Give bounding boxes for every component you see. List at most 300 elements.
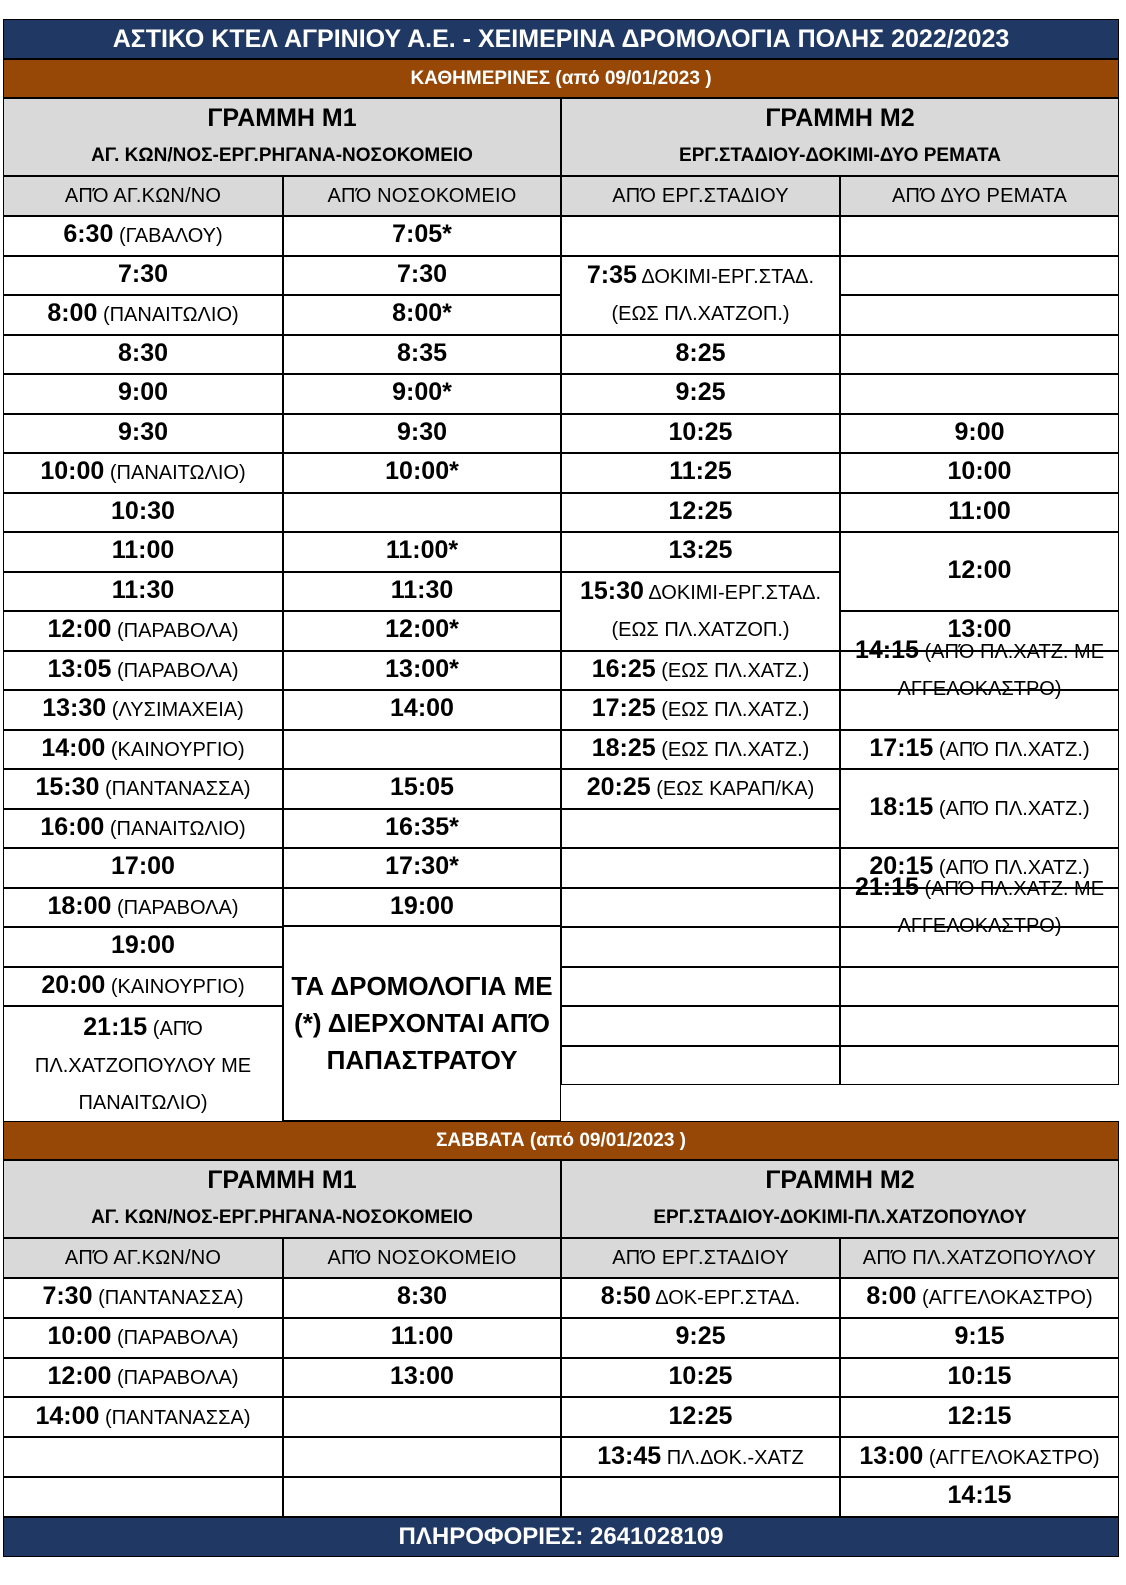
departure (112, 335, 174, 374)
weekday-cell (840, 1046, 1119, 1086)
departure-note: (ΓΑΒΑΛΟΥ) (118, 225, 223, 248)
weekday-cell (3, 374, 283, 414)
departure-note: (ΠΑΡΑΒΟΛΑ) (116, 1367, 239, 1389)
weekday-cell (840, 374, 1119, 414)
weekday-cell (561, 453, 840, 493)
saturday-cell (561, 1318, 840, 1358)
departure-time: 13:00 (859, 1441, 924, 1470)
column-header: ΑΠΌ ΑΓ.ΚΩΝ/ΝΟ (3, 1238, 283, 1278)
departure-note: (ΠΑΡΑΒΟΛΑ) (116, 1327, 239, 1350)
weekday-cell (840, 873, 1119, 938)
weekday-cell (283, 374, 561, 414)
departure-time: 10:00 (947, 457, 1012, 486)
departure (36, 690, 250, 729)
weekday-cell (3, 256, 283, 296)
departure-time: 13:45 (597, 1441, 662, 1470)
saturday-cell (561, 1278, 840, 1318)
departure-time: 13:25 (668, 536, 733, 565)
departure-time: 11:25 (669, 457, 732, 486)
departure-note: (ΕΩΣ ΠΛ.ΧΑΤΖ.) (661, 659, 810, 682)
departure-note: (ΕΩΣ ΠΛ.ΧΑΤΖ.) (661, 699, 810, 722)
departure-time: 17:15 (869, 733, 934, 762)
weekday-cell (561, 335, 840, 375)
weekday-cell (3, 769, 283, 809)
weekday-cell (3, 888, 283, 928)
departure (106, 572, 181, 611)
departure-time: 12:00 (947, 556, 1012, 584)
departure-time: 13:00 (390, 1362, 454, 1390)
departure-note: ΔΟΚ-ΕΡΓ.ΣΤΑΔ. (655, 1287, 801, 1310)
weekday-cell (283, 809, 561, 849)
departure-time: 11:00 (948, 496, 1011, 525)
departure-note: (ΑΓΓΕΛΟΚΑΣΤΡΟ) (928, 1446, 1100, 1469)
departure-note: (ΠΑΡΑΒΟΛΑ) (116, 620, 239, 643)
saturday-m2-header (561, 1160, 1119, 1238)
departure (384, 769, 460, 808)
departure (942, 552, 1018, 591)
departure-time: 16:25 (591, 654, 656, 683)
departure-time: 7:30 (42, 1282, 93, 1311)
weekday-cell (561, 1046, 840, 1086)
line-name: ΓΡΑΜΜΗ Μ1 (207, 104, 357, 132)
departure-time: 7:05* (392, 220, 452, 249)
departure (942, 493, 1017, 532)
saturday-cell (561, 1397, 840, 1437)
departure (581, 769, 821, 808)
departure (34, 809, 251, 848)
weekday-cell (3, 927, 283, 967)
departure (863, 730, 1095, 769)
weekday-cell (561, 809, 840, 849)
departure-time: 10:15 (947, 1362, 1012, 1390)
saturday-cell (283, 1477, 561, 1517)
departure-time: 14:00 (41, 733, 106, 762)
departure (34, 453, 251, 492)
departure (41, 611, 244, 650)
departure-note: (ΑΓΓΕΛΟΚΑΣΤΡΟ) (921, 1287, 1093, 1310)
page-title: ΑΣΤΙΚΟ ΚΤΕΛ ΑΓΡΙΝΙΟΥ Α.Ε. - ΧΕΙΜΕΡΙΝΑ ΔΡΟΜΟΛΟΓΙΑ ΠΟΛΗΣ 2022/2023 (3, 19, 1119, 59)
departure-note: (ΠΑΝΤΑΝΑΣΣΑ) (105, 778, 251, 801)
saturday-cell (840, 1278, 1119, 1318)
departure (663, 1358, 739, 1397)
weekday-cell (561, 256, 840, 335)
departure (105, 927, 181, 966)
departure (562, 257, 839, 333)
departure-time: 11:00 (390, 1322, 454, 1351)
column-header: ΑΠΌ ΝΟΣΟΚΟΜΕΙΟ (283, 176, 561, 216)
departure (30, 769, 257, 808)
departure-note: (ΕΩΣ ΚΑΡΑΠ/ΚΑ) (656, 778, 815, 801)
departure-time: 12:25 (668, 496, 733, 525)
departure (112, 414, 174, 453)
weekday-cell (3, 216, 283, 256)
departure-time: 20:00 (41, 970, 106, 999)
departure (948, 414, 1010, 453)
departure-time: 13:30 (42, 694, 107, 723)
departure (586, 651, 816, 690)
departure (30, 1398, 257, 1437)
departure (663, 532, 739, 571)
weekday-cell (840, 927, 1119, 967)
weekday-cell (3, 651, 283, 691)
departure (385, 572, 460, 611)
weekday-cell (561, 967, 840, 1007)
saturday-cell (283, 1437, 561, 1477)
departure (853, 1438, 1105, 1477)
departure-time: 9:30 (396, 417, 448, 446)
weekday-cell (3, 967, 283, 1007)
weekday-cell (561, 1006, 840, 1046)
departure (384, 690, 460, 729)
saturday-cell (561, 1437, 840, 1477)
info-footer: ΠΛΗΡΟΦΟΡΙΕΣ: 2641028109 (3, 1517, 1119, 1557)
departure (379, 651, 465, 690)
departure-time: 18:00 (47, 891, 112, 920)
departure (41, 295, 244, 334)
departure-note: (ΠΑΡΑΒΟΛΑ) (116, 896, 239, 919)
weekday-cell (283, 216, 561, 256)
saturday-cell (3, 1278, 283, 1318)
weekday-cell (840, 1006, 1119, 1046)
departure (384, 1358, 460, 1397)
weekday-cell (283, 493, 561, 533)
departure (942, 1398, 1018, 1437)
departure (942, 1477, 1018, 1516)
weekday-banner: ΚΑΘΗΜΕΡΙΝΕΣ (από 09/01/2023 ) (3, 59, 1119, 98)
weekday-cell (3, 848, 283, 888)
weekday-cell (840, 295, 1119, 335)
departure-time: 7:35 (586, 261, 637, 289)
weekday-cell (840, 532, 1119, 611)
departure (112, 374, 174, 413)
departure-note: (ΠΑΝΤΑΝΑΣΣΑ) (105, 1406, 251, 1429)
departure-time: 8:35 (396, 338, 448, 367)
saturday-cell (3, 1477, 283, 1517)
weekday-cell (283, 690, 561, 730)
weekday-cell (283, 414, 561, 454)
departure-time: 12:00 (47, 1362, 112, 1390)
departure-note: (ΑΠΌ ΠΛ.ΧΑΤΖ.) (938, 857, 1090, 880)
line-route: ΕΡΓ.ΣΤΑΔΙΟΥ-ΔΟΚΙΜΙ-ΔΥΟ ΡΕΜΑΤΑ (679, 145, 1001, 166)
column-header: ΑΠΌ ΝΟΣΟΚΟΜΕΙΟ (283, 1238, 561, 1278)
departure-time: 16:00 (40, 812, 105, 841)
departure (35, 967, 250, 1006)
departure-time: 8:00 (866, 1282, 917, 1311)
weekday-cell (283, 335, 561, 375)
weekday-cell (840, 690, 1119, 730)
departure (663, 493, 739, 532)
weekday-cell (283, 611, 561, 651)
weekday-cell (561, 216, 840, 256)
departure (105, 493, 181, 532)
departure-time: 13:00* (385, 654, 459, 683)
weekday-cell (3, 730, 283, 770)
departure-note: (ΕΩΣ ΠΛ.ΧΑΤΖ.) (661, 738, 810, 761)
departure-time: 9:30 (117, 417, 169, 446)
departure-note: (ΑΠΌ ΠΛ.ΧΑΤΖΟΠΟΥΛΟΥ ΜΕ ΠΑΝΑΙΤΩΛΙΟ) (34, 1017, 252, 1114)
weekday-cell (3, 809, 283, 849)
line-route: ΑΓ. ΚΩΝ/ΝΟΣ-ΕΡΓ.ΡΗΓΑΝΑ-ΝΟΣΟΚΟΜΕΙΟ (91, 1207, 473, 1228)
departure-note: (ΑΠΌ ΠΛ.ΧΑΤΖ. ΜΕ ΑΓΓΕΛΟΚΑΣΤΡΟ) (897, 878, 1105, 938)
weekday-cell (561, 690, 840, 730)
weekday-cell (3, 335, 283, 375)
departure-time: 10:25 (668, 1362, 733, 1390)
departure (391, 256, 453, 295)
departure (391, 414, 453, 453)
line-name: ΓΡΑΜΜΗ Μ2 (765, 1166, 915, 1194)
departure-time: 15:30 (35, 773, 100, 802)
weekday-cell (561, 888, 840, 928)
column-header: ΑΠΌ ΑΓ.ΚΩΝ/ΝΟ (3, 176, 283, 216)
weekday-cell (840, 493, 1119, 533)
departure-time: 13:00 (947, 615, 1012, 644)
saturday-cell (840, 1397, 1119, 1437)
saturday-cell (840, 1318, 1119, 1358)
departure-note: (ΛΥΣΙΜΑΧΕΙΑ) (111, 699, 244, 722)
departure (57, 216, 228, 255)
departure-time: 7:30 (117, 259, 169, 288)
departure-time: 16:35* (385, 812, 459, 841)
departure (384, 888, 460, 927)
departure (391, 335, 453, 374)
saturday-cell (3, 1318, 283, 1358)
weekday-cell (3, 611, 283, 651)
departure-time: 21:15 (83, 1012, 148, 1041)
departure (586, 690, 816, 729)
departure (948, 1318, 1010, 1357)
departure (562, 573, 839, 649)
departure-note: (ΚΑΙΝΟΥΡΓΙΟ) (110, 975, 245, 998)
departure-time: 20:15 (869, 852, 934, 881)
weekday-cell (3, 1006, 283, 1125)
departure-note: (ΑΠΌ ΠΛ.ΧΑΤΖ. ΜΕ ΑΓΓΕΛΟΚΑΣΤΡΟ) (897, 641, 1105, 701)
saturday-cell (561, 1477, 840, 1517)
weekday-cell (561, 374, 840, 414)
departure (379, 809, 465, 848)
departure-note: ΔΟΚΙΜΙ-ΕΡΓ.ΣΤΑΔ. (ΕΩΣ ΠΛ.ΧΑΤΖΟΠ.) (611, 266, 815, 325)
weekday-cell (561, 651, 840, 691)
weekday-cell (561, 493, 840, 533)
column-header: ΑΠΌ ΕΡΓ.ΣΤΑΔΙΟΥ (561, 176, 840, 216)
weekday-cell (3, 295, 283, 335)
departure-time: 12:25 (668, 1401, 733, 1430)
departure-time: 8:00* (392, 299, 452, 328)
departure-time: 10:00 (47, 1322, 112, 1351)
departure-note: (ΚΑΙΝΟΥΡΓΙΟ) (110, 738, 245, 761)
departure-note: (ΑΠΌ ΠΛ.ΧΑΤΖ.) (938, 798, 1090, 820)
departure (41, 1318, 244, 1357)
weekday-cell (561, 927, 840, 967)
column-header: ΑΠΌ ΔΥΟ ΡΕΜΑΤΑ (840, 176, 1119, 216)
departure (36, 1278, 249, 1317)
weekday-cell (840, 216, 1119, 256)
weekday-cell (561, 532, 840, 572)
weekday-cell (283, 532, 561, 572)
weekday-cell (840, 967, 1119, 1007)
departure-time: 12:15 (947, 1401, 1012, 1430)
departure-time: 9:25 (675, 1322, 726, 1351)
weekday-cell (561, 848, 840, 888)
line-route: ΑΓ. ΚΩΝ/ΝΟΣ-ΕΡΓ.ΡΗΓΑΝΑ-ΝΟΣΟΚΟΜΕΙΟ (91, 145, 473, 166)
departure (379, 611, 465, 650)
departure (591, 1438, 810, 1477)
weekday-cell (3, 453, 283, 493)
departure (663, 1398, 739, 1437)
departure-time: 9:15 (954, 1322, 1005, 1351)
departure (595, 1278, 806, 1317)
departure-time: 17:00 (111, 852, 175, 881)
departure-time: 14:15 (854, 636, 919, 665)
weekday-cell (283, 572, 561, 612)
departure-time: 19:00 (111, 931, 175, 960)
departure (669, 335, 731, 374)
saturday-cell (283, 1397, 561, 1437)
weekday-cell (3, 414, 283, 454)
weekday-cell (283, 848, 561, 888)
departure-note: (ΠΑΝΑΙΤΩΛΙΟ) (109, 817, 246, 840)
departure (386, 295, 458, 334)
weekday-cell (3, 572, 283, 612)
weekday-cell (561, 414, 840, 454)
departure-note: (ΠΑΝΑΙΤΩΛΙΟ) (109, 462, 246, 485)
departure-time: 8:25 (675, 338, 726, 367)
departure-time: 9:25 (675, 378, 726, 407)
weekday-cell (840, 256, 1119, 296)
saturday-cell (840, 1477, 1119, 1517)
departure-time: 14:15 (947, 1481, 1012, 1510)
departure (386, 374, 458, 413)
departure (391, 1278, 453, 1317)
departure-note: (ΠΑΝΤΑΝΑΣΣΑ) (98, 1287, 244, 1310)
weekday-cell (283, 730, 561, 770)
departure (586, 730, 816, 769)
departure-time: 6:30 (63, 220, 114, 249)
departure (663, 453, 738, 492)
saturday-cell (283, 1358, 561, 1398)
departure (669, 374, 731, 413)
departure-note: ΠΛ.ΔΟΚ.-ΧΑΤΖ (666, 1446, 804, 1469)
weekday-cell (561, 730, 840, 770)
departure-time: 9:00* (392, 378, 452, 407)
departure-time: 11:30 (111, 575, 175, 604)
weekday-cell (283, 651, 561, 691)
departure (41, 1358, 244, 1397)
weekday-cell (840, 335, 1119, 375)
weekday-cell (840, 730, 1119, 770)
departure-time: 18:25 (591, 733, 656, 762)
column-header: ΑΠΌ ΠΛ.ΧΑΤΖΟΠΟΥΛΟΥ (840, 1238, 1119, 1278)
footnote-papastratou: ΤΑ ΔΡΟΜΟΛΟΓΙΑ ΜΕ (*) ΔΙΕΡΧΟΝΤΑΙ ΑΠΌ ΠΑΠΑΣΤΡΑΤΟΥ (283, 925, 561, 1121)
weekday-cell (283, 769, 561, 809)
departure-time: 18:15 (869, 793, 934, 821)
saturday-m1-header (3, 1160, 561, 1238)
departure (41, 888, 244, 927)
departure-time: 8:50 (600, 1282, 651, 1311)
line-route: ΕΡΓ.ΣΤΑΔΙΟΥ-ΔΟΚΙΜΙ-ΠΛ.ΧΑΤΖΟΠΟΥΛΟΥ (653, 1207, 1027, 1228)
departure (380, 532, 464, 571)
departure-time: 12:00 (47, 615, 112, 644)
departure-time: 10:00 (40, 457, 105, 486)
line-name: ΓΡΑΜΜΗ Μ2 (765, 104, 915, 132)
saturday-cell (3, 1358, 283, 1398)
departure (41, 651, 244, 690)
saturday-cell (283, 1318, 561, 1358)
departure (385, 1318, 460, 1357)
weekday-cell (283, 888, 561, 928)
departure-time: 15:05 (390, 773, 454, 802)
departure-note: (ΠΑΡΑΒΟΛΑ) (116, 659, 239, 682)
saturday-cell (3, 1397, 283, 1437)
weekday-m2-header (561, 98, 1119, 176)
weekday-cell (3, 690, 283, 730)
departure (105, 848, 181, 887)
departure (942, 1358, 1018, 1397)
departure-time: 10:30 (111, 496, 175, 525)
saturday-cell (3, 1437, 283, 1477)
weekday-m1-header (3, 98, 561, 176)
departure (863, 789, 1095, 828)
weekday-cell (840, 414, 1119, 454)
weekday-cell (561, 769, 840, 809)
weekday-cell (840, 636, 1119, 701)
departure-time: 13:05 (47, 654, 112, 683)
saturday-cell (840, 1437, 1119, 1477)
departure-time: 9:00 (117, 378, 169, 407)
departure-time: 7:30 (396, 259, 448, 288)
departure-time: 17:25 (591, 694, 656, 723)
departure (386, 216, 458, 255)
departure-time: 14:00 (390, 694, 454, 723)
departure (860, 1278, 1098, 1317)
saturday-banner: ΣΑΒΒΑΤΑ (από 09/01/2023 ) (3, 1121, 1119, 1160)
departure-time: 8:00 (47, 299, 98, 328)
departure (106, 532, 181, 571)
weekday-cell (283, 453, 561, 493)
departure (942, 453, 1018, 492)
departure-note: (ΠΑΝΑΙΤΩΛΙΟ) (102, 304, 239, 327)
departure-time: 11:00 (111, 536, 175, 565)
weekday-cell (3, 493, 283, 533)
saturday-cell (840, 1358, 1119, 1398)
departure-note: (ΑΠΌ ΠΛ.ΧΑΤΖ.) (938, 738, 1090, 761)
departure (379, 453, 465, 492)
departure-time: 8:30 (396, 1282, 448, 1311)
departure-time: 21:15 (854, 873, 919, 902)
departure (379, 848, 465, 887)
weekday-cell (283, 256, 561, 296)
weekday-cell (561, 572, 840, 651)
departure-time: 17:30* (385, 852, 459, 881)
departure-note: ΔΟΚΙΜΙ-ΕΡΓ.ΣΤΑΔ. (ΕΩΣ ΠΛ.ΧΑΤΖΟΠ.) (611, 582, 822, 641)
departure-time: 20:25 (586, 773, 651, 802)
saturday-cell (283, 1278, 561, 1318)
departure-time: 11:00* (385, 536, 459, 565)
departure (4, 1009, 282, 1122)
departure (112, 256, 174, 295)
departure-time: 10:00* (385, 457, 459, 486)
departure-time: 11:30 (390, 575, 454, 604)
departure-time: 9:00 (954, 417, 1005, 446)
departure-time: 19:00 (390, 891, 454, 920)
departure (663, 414, 739, 453)
departure-time: 10:25 (668, 417, 733, 446)
saturday-cell (561, 1358, 840, 1398)
departure (35, 730, 250, 769)
weekday-cell (283, 295, 561, 335)
departure-time: 14:00 (35, 1401, 100, 1430)
column-header: ΑΠΌ ΕΡΓ.ΣΤΑΔΙΟΥ (561, 1238, 840, 1278)
weekday-cell (840, 769, 1119, 848)
